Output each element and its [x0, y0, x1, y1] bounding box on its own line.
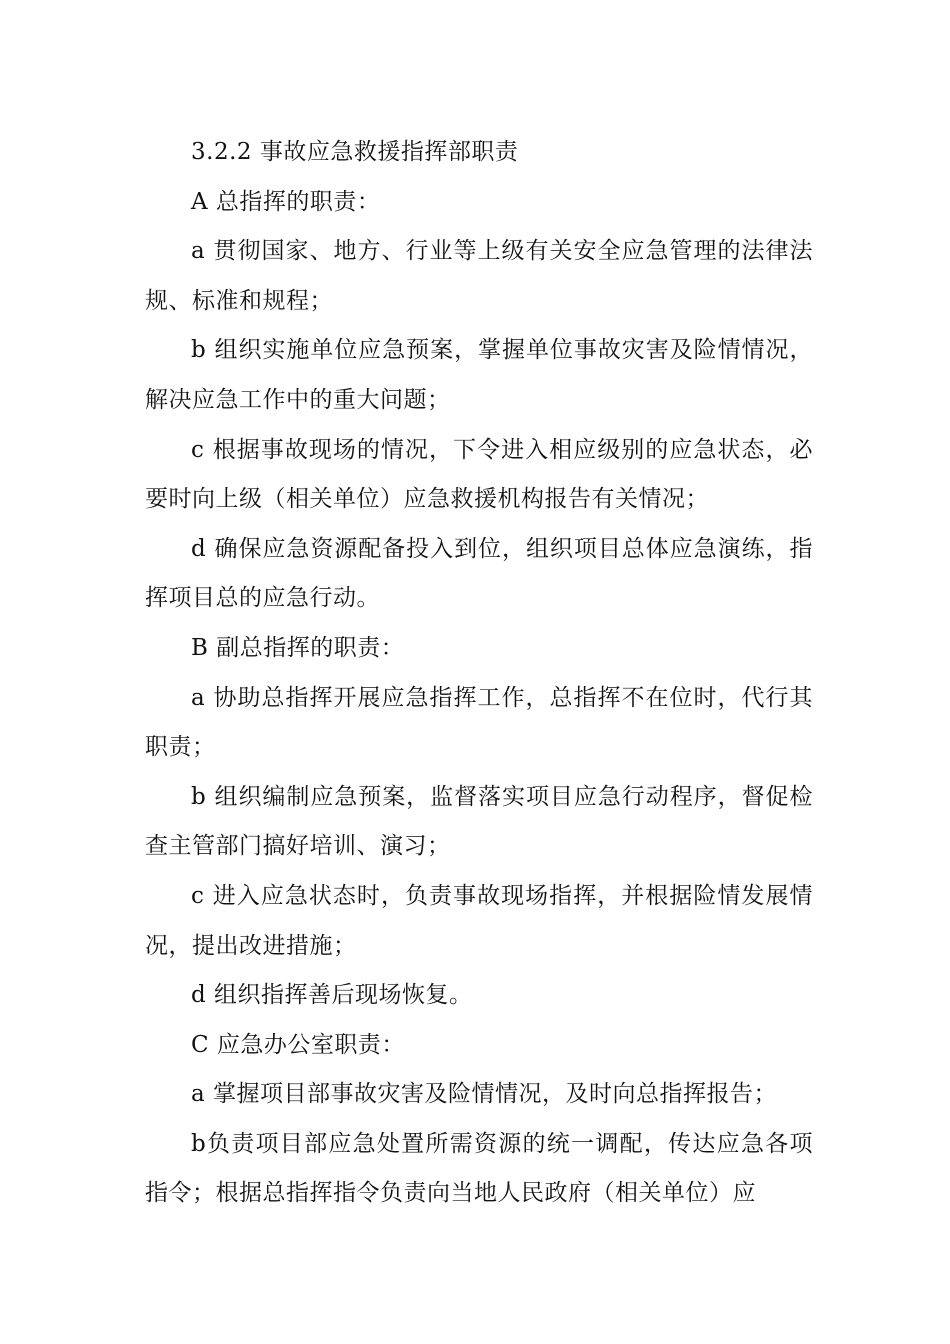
subsection-heading-a: A 总指挥的职责：: [191, 188, 381, 215]
list-item: a 贯彻国家、地方、行业等上级有关安全应急管理的法律法规、标准和规程；: [145, 238, 813, 314]
subsection-heading-b: B 副总指挥的职责：: [191, 634, 405, 661]
list-item: c 根据事故现场的情况，下令进入相应级别的应急状态，必要时向上级（相关单位）应急救援机构报告有关情况；: [145, 436, 813, 513]
list-item: a 协助总指挥开展应急指挥工作，总指挥不在位时，代行其职责；: [145, 684, 813, 761]
list-item: d 确保应急资源配备投入到位，组织项目总体应急演练，指挥项目总的应急行动。: [145, 535, 813, 612]
document-body: [145, 128, 813, 1219]
list-item: a 掌握项目部事故灾害及险情情况，及时向总指挥报告；: [191, 1081, 778, 1108]
list-item: b 组织实施单位应急预案，掌握单位事故灾害及险情情况，解决应急工作中的重大问题；: [145, 337, 813, 413]
list-item: b 组织编制应急预案，监督落实项目应急行动程序，督促检查主管部门搞好培训、演习；: [145, 783, 813, 860]
section-heading: 3.2.2 事故应急救援指挥部职责: [191, 139, 519, 165]
list-item: d 组织指挥善后现场恢复。: [191, 982, 473, 1009]
list-item: c 进入应急状态时，负责事故现场指挥，并根据险情发展情况，提出改进措施；: [145, 882, 813, 959]
subsection-heading-c: C 应急办公室职责：: [191, 1031, 405, 1058]
list-item: b负责项目部应急处置所需资源的统一调配，传达应急各项指令；根据总指挥指令负责向当地人民政府（相关单位）应: [145, 1130, 813, 1207]
